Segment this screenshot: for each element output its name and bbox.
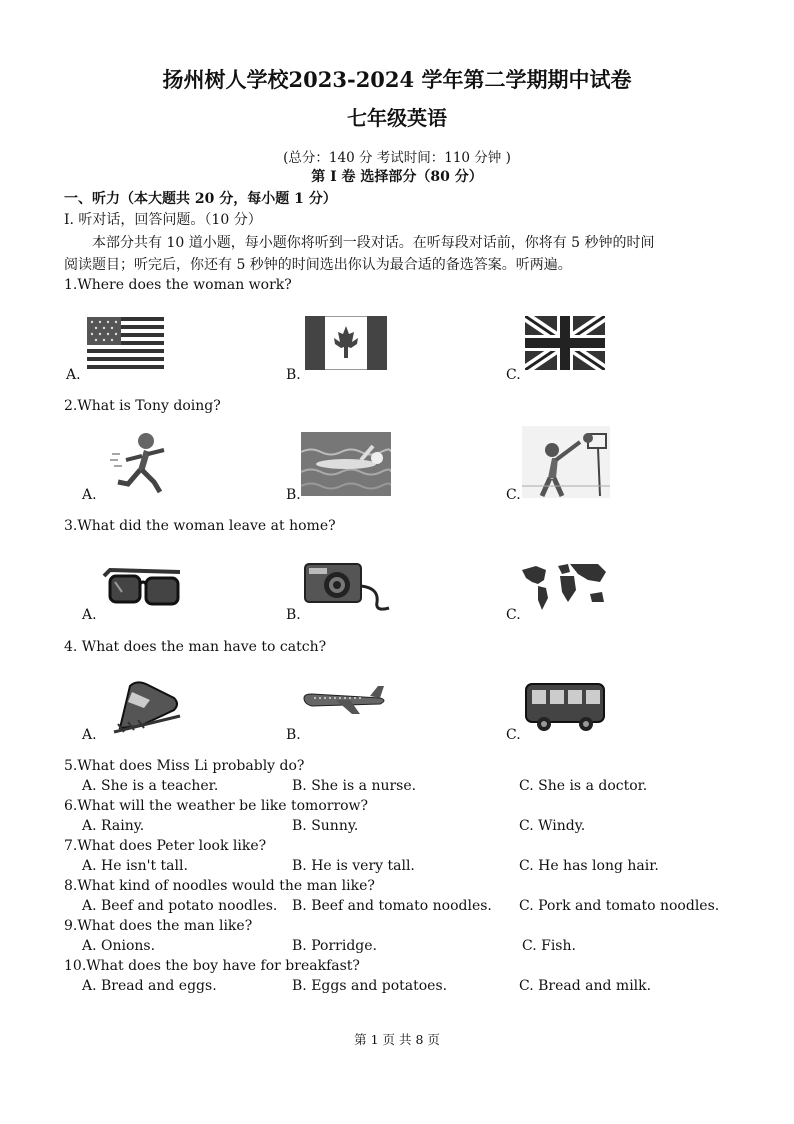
running-icon	[108, 430, 182, 496]
option-3a: A.	[82, 607, 97, 623]
option-5a: A. She is a teacher.	[82, 778, 219, 794]
option-9a: A. Onions.	[82, 938, 156, 954]
question-10: 10.What does the boy have for breakfast?	[64, 958, 360, 974]
bus-icon	[522, 680, 608, 732]
question-2: 2.What is Tony doing?	[64, 398, 221, 414]
camera-icon	[303, 558, 393, 614]
question-8: 8.What kind of noodles would the man like?	[64, 878, 375, 894]
question-5: 5.What does Miss Li probably do?	[64, 758, 305, 774]
option-5b: B. She is a nurse.	[292, 778, 417, 794]
option-7c: C. He has long hair.	[519, 858, 659, 874]
question-3: 3.What did the woman leave at home?	[64, 518, 336, 534]
option-2c: C.	[506, 487, 521, 503]
option-4c: C.	[506, 727, 521, 743]
uk-flag-icon	[525, 316, 605, 370]
option-4a: A.	[82, 727, 97, 743]
option-6c: C. Windy.	[519, 818, 586, 834]
option-9b: B. Porridge.	[292, 938, 377, 954]
option-7b: B. He is very tall.	[292, 858, 415, 874]
question-9: 9.What does the man like?	[64, 918, 253, 934]
option-9c: C. Fish.	[522, 938, 576, 954]
exam-info: (总分：140 分 考试时间：110 分钟 )	[283, 150, 511, 166]
intro-line-1: 本部分共有 10 道小题，每小题你将听到一段对话。在听每段对话前，你将有 5 秒钟的时间	[92, 235, 655, 251]
section-heading: 一、听力（本大题共 20 分，每小题 1 分）	[64, 191, 337, 207]
question-7: 7.What does Peter look like?	[64, 838, 267, 854]
question-4: 4. What does the man have to catch?	[64, 639, 327, 655]
page-title: 扬州树人学校2023-2024 学年第二学期期中试卷	[162, 67, 632, 92]
option-1c: C.	[506, 367, 521, 383]
glasses-icon	[100, 566, 184, 610]
airplane-icon	[300, 684, 390, 720]
option-8a: A. Beef and potato noodles.	[82, 898, 278, 914]
option-3b: B.	[286, 607, 301, 623]
question-1: 1.Where does the woman work?	[64, 277, 292, 293]
page-footer: 第 1 页 共 8 页	[354, 1032, 440, 1047]
option-6b: B. Sunny.	[292, 818, 359, 834]
option-4b: B.	[286, 727, 301, 743]
option-6a: A. Rainy.	[82, 818, 145, 834]
option-7a: A. He isn't tall.	[82, 858, 188, 874]
option-10a: A. Bread and eggs.	[82, 978, 217, 994]
option-1a: A.	[66, 367, 81, 383]
usa-flag-icon	[87, 317, 164, 369]
subsection-heading: I. 听对话，回答问题。（10 分）	[64, 212, 262, 228]
part-heading: 第 I 卷 选择部分（80 分）	[311, 169, 483, 185]
swimming-icon	[301, 432, 391, 496]
option-8b: B. Beef and tomato noodles.	[292, 898, 492, 914]
train-icon	[110, 678, 184, 734]
option-3c: C.	[506, 607, 521, 623]
question-6: 6.What will the weather be like tomorrow?	[64, 798, 369, 814]
option-10c: C. Bread and milk.	[519, 978, 652, 994]
world-map-icon	[518, 560, 610, 612]
option-2b: B.	[286, 487, 301, 503]
option-10b: B. Eggs and potatoes.	[292, 978, 448, 994]
option-8c: C. Pork and tomato noodles.	[519, 898, 720, 914]
canada-flag-icon	[305, 316, 387, 370]
intro-line-2: 阅读题目；听完后，你还有 5 秒钟的时间选出你认为最合适的备选答案。听两遍。	[64, 257, 572, 273]
option-2a: A.	[82, 487, 97, 503]
page-subtitle: 七年级英语	[347, 106, 447, 130]
basketball-icon	[522, 426, 610, 498]
option-5c: C. She is a doctor.	[519, 778, 648, 794]
option-1b: B.	[286, 367, 301, 383]
